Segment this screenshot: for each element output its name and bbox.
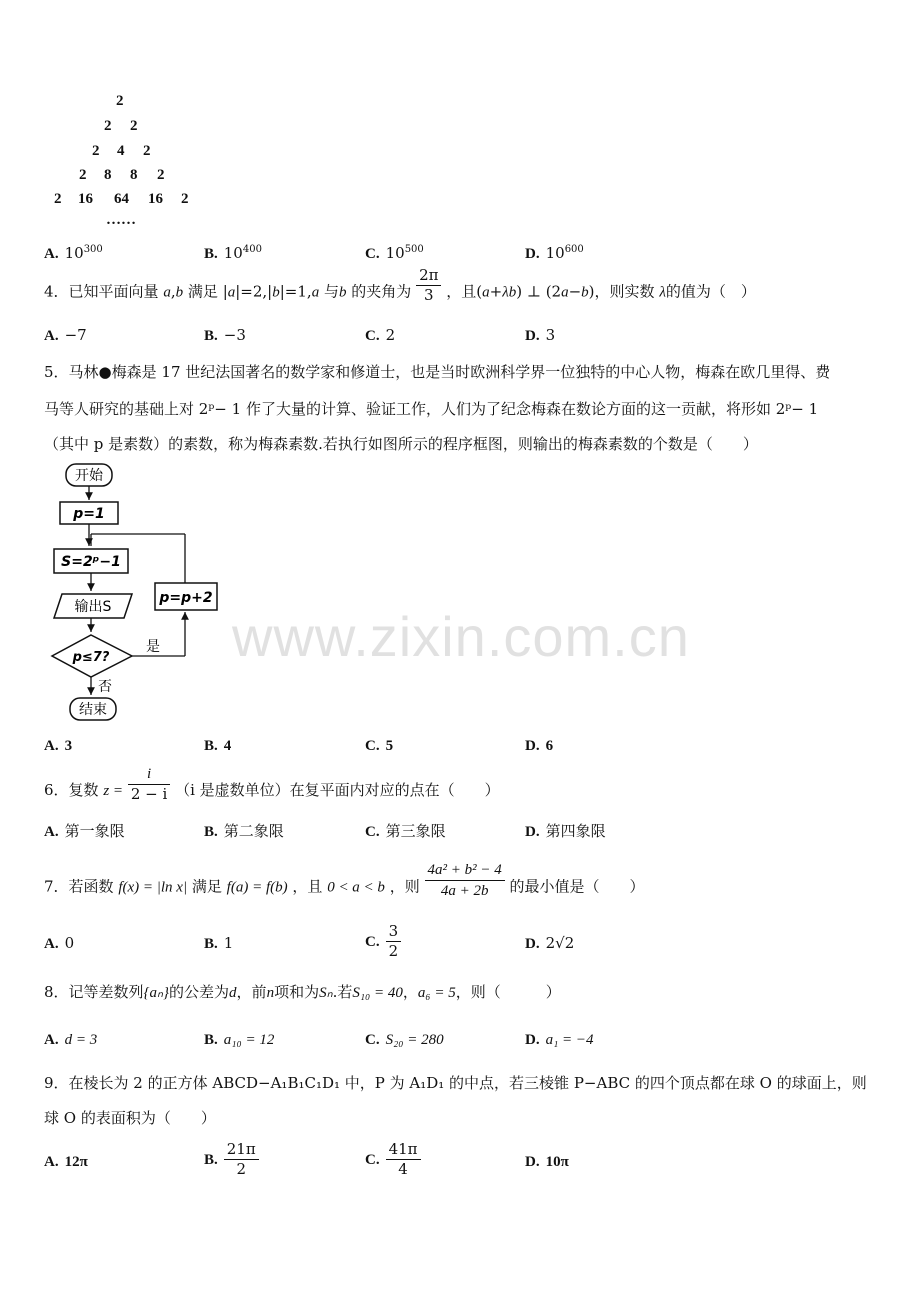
triangle-cell: 2 [181, 191, 189, 207]
triangle-cell: 8 [130, 167, 138, 183]
q4-option-d[interactable]: D. 3 [525, 326, 556, 344]
q7-option-b[interactable]: B. 1 [204, 934, 234, 952]
q9-option-d[interactable]: D. 10π [525, 1154, 569, 1170]
triangle-cell: 2 [92, 143, 100, 159]
q8-option-b[interactable]: B. a₁₀ = 12 [204, 1032, 275, 1048]
q5-option-d[interactable]: D. 6 [525, 738, 554, 754]
q8-option-d[interactable]: D. a₁ = −4 [525, 1032, 594, 1048]
flowchart-init-label: p=1 [73, 506, 105, 522]
q3-option-c[interactable]: C. $10^{500}$ [365, 244, 424, 262]
triangle-cell: 16 [78, 191, 93, 207]
q5-stem-line1: 5．马林●梅森是 17 世纪法国著名的数学家和修道士，也是当时欧洲科学界一位独特的中心人物，梅森在欧几里得、费 [44, 363, 831, 381]
triangle-cell: 4 [117, 143, 125, 159]
watermark: www.zixin.com.cn [232, 605, 690, 668]
q7-option-c[interactable]: C. $\frac{3}{2}$ [365, 922, 401, 961]
flowchart-update-label: p=p+2 [159, 590, 213, 606]
q4-option-b[interactable]: B. −3 [204, 326, 246, 344]
q5-stem-line3: （其中 p 是素数）的素数，称为梅森素数.若执行如图所示的程序框图，则输出的梅森素数的个数是（ ） [44, 435, 758, 453]
q7-option-a[interactable]: A. 0 [44, 934, 75, 952]
q8-option-c[interactable]: C. S₂₀ = 280 [365, 1032, 444, 1048]
q8-option-a[interactable]: A. d = 3 [44, 1032, 98, 1048]
q4-option-c[interactable]: C. 2 [365, 326, 396, 344]
triangle-cell: 2 [116, 93, 124, 109]
q6-option-b[interactable]: B. 第二象限 [204, 822, 284, 840]
flowchart-no-label: 否 [98, 679, 112, 695]
triangle-cell: 2 [130, 118, 138, 134]
triangle-cell: 2 [143, 143, 151, 159]
q3-option-d[interactable]: D. $10^{600}$ [525, 244, 584, 262]
q9-stem-line2: 球 O 的表面积为（ ） [44, 1109, 216, 1127]
q3-option-a[interactable]: A. $10^{300}$ [44, 244, 103, 262]
q6-option-c[interactable]: C. 第三象限 [365, 822, 446, 840]
q5-option-c[interactable]: C. 5 [365, 738, 394, 754]
q4-option-a[interactable]: A. −7 [44, 326, 87, 344]
triangle-cell: 2 [79, 167, 87, 183]
q5-option-b[interactable]: B. 4 [204, 738, 232, 754]
q7-option-d[interactable]: D. 2√2 [525, 934, 575, 952]
flowchart-start-label: 开始 [75, 468, 103, 484]
q9-option-b[interactable]: B. $\frac{21\pi}{2}$ [204, 1140, 259, 1179]
triangle-cell: 2 [104, 118, 112, 134]
flowchart [48, 460, 228, 725]
flowchart-assign-label: S=2ᵖ−1 [61, 554, 121, 570]
triangle-cell: 16 [148, 191, 163, 207]
q7-stem: 7．若函数 f(x) = |ln x| 满足 f(a) = f(b) ，且 0 < a < b ，则 $\frac{\text{4a² + b² − 4}}{4a + 2b}$ 的最小值是（ ） [44, 862, 645, 899]
q9-option-a[interactable]: A. 12π [44, 1154, 88, 1170]
q6-option-d[interactable]: D. 第四象限 [525, 822, 606, 840]
triangle-ellipsis: …… [106, 212, 136, 228]
triangle-cell: 2 [157, 167, 165, 183]
triangle-cell: 64 [114, 191, 129, 207]
flowchart-condition-label: p≤7? [72, 650, 110, 665]
flowchart-output-label: 输出S [74, 599, 112, 615]
q5-option-a[interactable]: A. 3 [44, 738, 73, 754]
q8-stem: 8．记等差数列{aₙ}的公差为d，前n项和为Sₙ.若S₁₀ = 40，a₆ = 5，则（ ） [44, 983, 561, 1001]
q3-option-b[interactable]: B. $10^{400}$ [204, 244, 262, 262]
flowchart-end-label: 结束 [79, 702, 107, 718]
q5-stem-line2: 马等人研究的基础上对 2ᵖ− 1 作了大量的计算、验证工作，人们为了纪念梅森在数论方面的这一贡献，将形如 2ᵖ− 1 [44, 400, 819, 418]
q4-stem: 4．已知平面向量 a,b 满足 |a|=2,|b|=1,a 与b 的夹角为 $\frac{2\pi}{3}$ ，且(a+λb) ⊥ (2a−b)，则实数 λ的值为（ ） [44, 266, 756, 304]
q6-stem: 6．复数 z = $\frac{i}{2 - i}$ （i 是虚数单位）在复平面内对应的点在（ ） [44, 766, 500, 803]
q6-option-a[interactable]: A. 第一象限 [44, 822, 125, 840]
q9-option-c[interactable]: C. $\frac{41\pi}{4}$ [365, 1140, 421, 1179]
triangle-cell: 8 [104, 167, 112, 183]
triangle-cell: 2 [54, 191, 62, 207]
flowchart-yes-label: 是 [146, 639, 160, 655]
q9-stem-line1: 9．在棱长为 2 的正方体 ABCD−A₁B₁C₁D₁ 中，P 为 A₁D₁ 的中点，若三棱锥 P−ABC 的四个顶点都在球 O 的球面上，则 [44, 1074, 867, 1092]
